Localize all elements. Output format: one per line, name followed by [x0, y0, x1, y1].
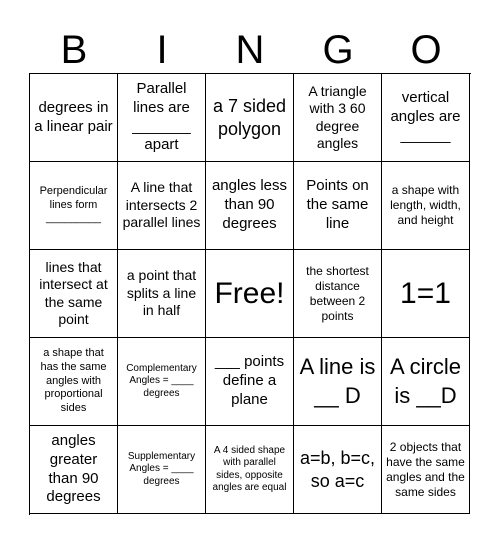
bingo-cell[interactable]: a point that splits a line in half — [118, 250, 206, 338]
bingo-cell[interactable]: Supplementary Angles = ____ degrees — [118, 426, 206, 514]
bingo-cell[interactable]: 2 objects that have the same angles and the same sides — [382, 426, 470, 514]
bingo-cell[interactable]: angles greater than 90 degrees — [30, 426, 118, 514]
bingo-cell[interactable]: a=b, b=c, so a=c — [294, 426, 382, 514]
bingo-cell[interactable]: angles less than 90 degrees — [206, 162, 294, 250]
bingo-cell[interactable]: a shape with length, width, and height — [382, 162, 470, 250]
bingo-cell[interactable]: A circle is __D — [382, 338, 470, 426]
bingo-cell[interactable]: vertical angles are ______ — [382, 74, 470, 162]
bingo-cell[interactable]: Complementary Angles = ____ degrees — [118, 338, 206, 426]
bingo-cell[interactable]: Perpendicular lines form _________ — [30, 162, 118, 250]
bingo-cell[interactable]: Points on the same line — [294, 162, 382, 250]
bingo-cell[interactable]: A 4 sided shape with parallel sides, opposite angles are equal — [206, 426, 294, 514]
bingo-cell[interactable]: a shape that has the same angles with proportional sides — [30, 338, 118, 426]
bingo-cell[interactable]: A line that intersects 2 parallel lines — [118, 162, 206, 250]
bingo-free-cell[interactable]: Free! — [206, 250, 294, 338]
bingo-header — [30, 22, 470, 78]
bingo-cell[interactable]: a 7 sided polygon — [206, 74, 294, 162]
bingo-cell[interactable]: A line is __ D — [294, 338, 382, 426]
bingo-cell[interactable]: ___ points define a plane — [206, 338, 294, 426]
bingo-cell[interactable]: degrees in a linear pair — [30, 74, 118, 162]
header-letter-i: I — [156, 28, 168, 72]
header-letter-n: N — [235, 28, 265, 72]
bingo-cell[interactable]: lines that intersect at the same point — [30, 250, 118, 338]
bingo-cell[interactable]: A triangle with 3 60 degree angles — [294, 74, 382, 162]
header-letter-g: G — [322, 28, 354, 72]
bingo-cell[interactable]: 1=1 — [382, 250, 470, 338]
header-letter-o: O — [410, 28, 442, 72]
header-letter-b: B — [60, 28, 88, 72]
bingo-grid — [29, 73, 471, 515]
bingo-cell[interactable]: the shortest distance between 2 points — [294, 250, 382, 338]
bingo-cell[interactable]: Parallel lines are _______ apart — [118, 74, 206, 162]
